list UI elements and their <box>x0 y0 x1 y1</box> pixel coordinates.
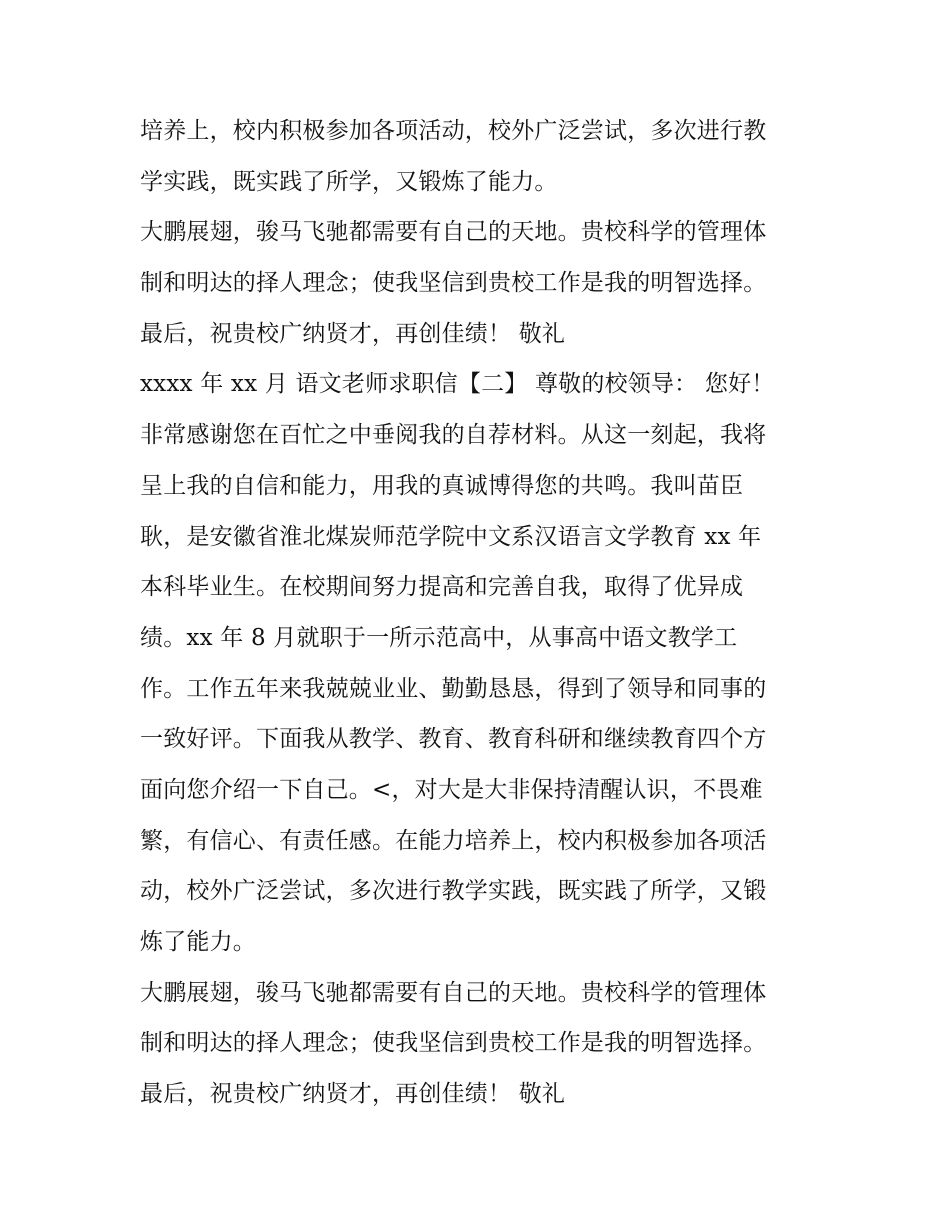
document-body <box>140 106 820 1120</box>
text-line: 制和明达的择人理念；使我坚信到贵校工作是我的明智选择。 <box>140 1030 767 1057</box>
text-line: 呈上我的自信和能力，用我的真诚博得您的共鸣。我叫苗臣 <box>140 472 744 499</box>
text-line: 培养上，校内积极参加各项活动，校外广泛尝试，多次进行教 <box>140 118 767 144</box>
text-line: 绩。xx 年 8 月就职于一所示范高中，从事高中语文教学工 <box>140 624 738 651</box>
text-line: 最后，祝贵校广纳贤才，再创佳绩！ 敬礼 <box>140 1081 566 1108</box>
text-line: 制和明达的择人理念；使我坚信到贵校工作是我的明智选择。 <box>140 270 767 297</box>
text-line: 耿，是安徽省淮北煤炭师范学院中文系汉语言文学教育 xx 年 <box>140 523 762 550</box>
text-line: 本科毕业生。在校期间努力提高和完善自我，取得了优异成 <box>140 574 744 601</box>
text-line: 动，校外广泛尝试，多次进行教学实践，既实践了所学，又锻 <box>140 878 767 905</box>
text-line: 一致好评。下面我从教学、教育、教育科研和继续教育四个方 <box>140 726 767 753</box>
text-line: 繁，有信心、有责任感。在能力培养上，校内积极参加各项活 <box>140 827 767 854</box>
text-line: 学实践，既实践了所学，又锻炼了能力。 <box>140 168 558 195</box>
text-line: 大鹏展翅，骏马飞驰都需要有自己的天地。贵校科学的管理体 <box>140 219 767 246</box>
text-line: 面向您介绍一下自己。<，对大是大非保持清醒认识，不畏难 <box>140 776 763 803</box>
text-line: 非常感谢您在百忙之中垂阅我的自荐材料。从这一刻起，我将 <box>140 422 767 449</box>
text-line: xxxx 年 xx 月 语文老师求职信【二】 尊敬的校领导： 您好！ <box>140 371 775 398</box>
text-line: 大鹏展翅，骏马飞驰都需要有自己的天地。贵校科学的管理体 <box>140 979 767 1006</box>
text-line: 炼了能力。 <box>140 929 256 955</box>
text-line: 作。工作五年来我兢兢业业、勤勤恳恳，得到了领导和同事的 <box>140 675 767 702</box>
text-line: 最后，祝贵校广纳贤才，再创佳绩！ 敬礼 <box>140 320 566 347</box>
